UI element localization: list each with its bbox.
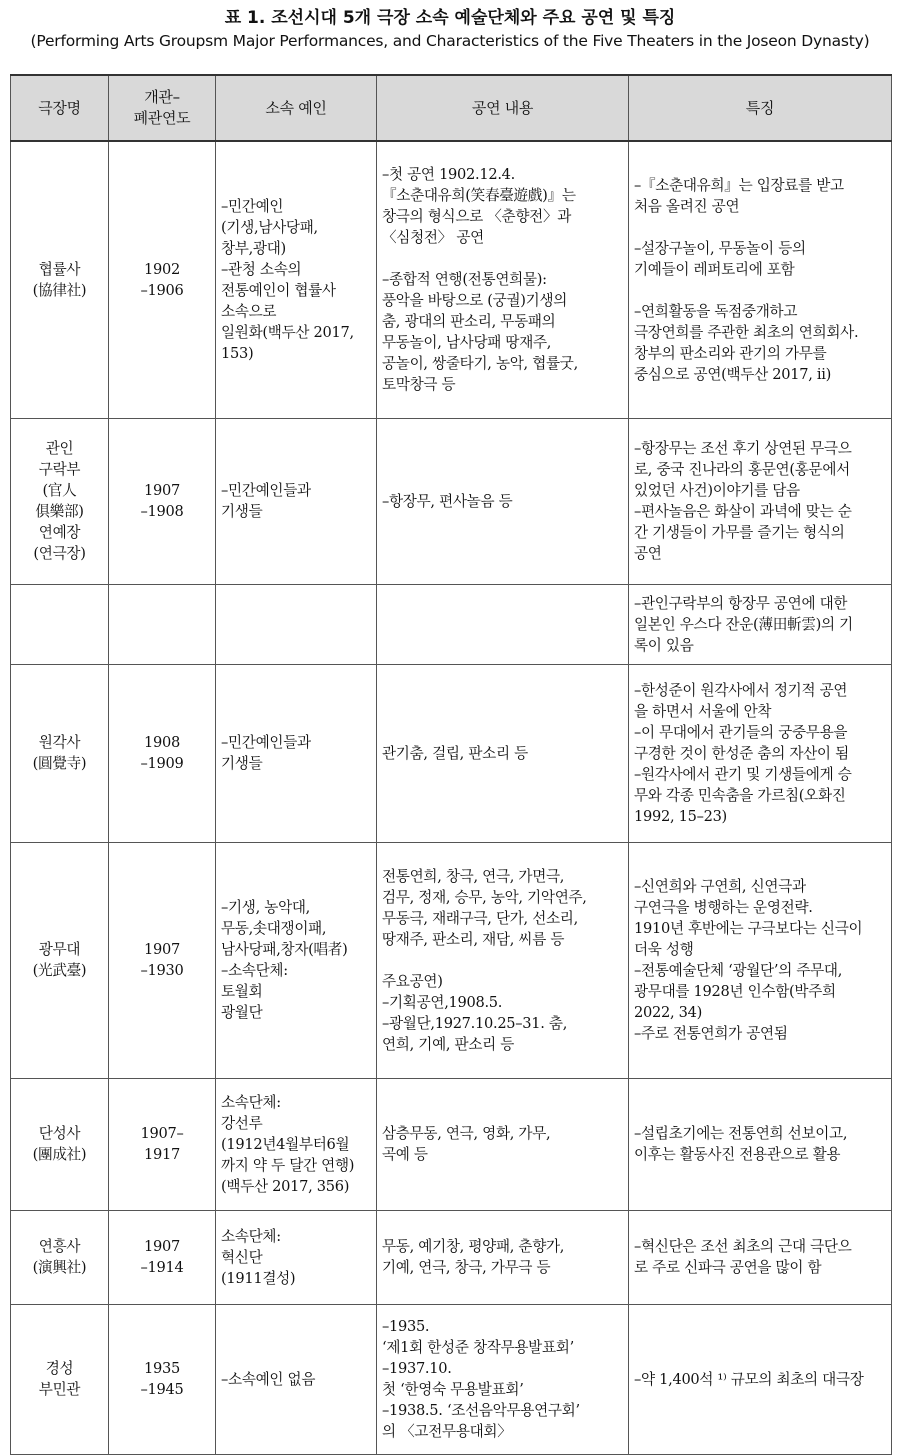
cell-artists: –민간예인들과 기생들 — [216, 418, 377, 584]
cell-features: –설립초기에는 전통연희 선보이고, 이후는 활동사진 전용관으로 활용 — [629, 1078, 892, 1210]
cell-performances: –1935. ‘제1회 한성준 창작무용발표회’ –1937.10. 첫 ‘한영숙 무용발표회’ –1938.5. ‘조선음악무용연구회’ 의 〈고전무용대회〉 — [377, 1304, 629, 1454]
cell-artists: –민간예인 (기생,남사당패, 창부,광대) –관청 소속의 전통예인이 협률사 소속으로 일원화(백두산 2017, 153) — [216, 141, 377, 418]
cell-artists: 소속단체: 혁신단 (1911결성) — [216, 1210, 377, 1304]
table-row — [11, 1304, 892, 1454]
table-row — [11, 664, 892, 842]
header-features: 특징 — [629, 75, 892, 141]
table-title: 표 1. 조선시대 5개 극장 소속 예술단체와 주요 공연 및 특징 — [224, 8, 676, 28]
cell-years: 1935 –1945 — [109, 1304, 216, 1454]
cell-theater-name: 협률사 (協律社) — [11, 141, 109, 418]
table-row — [11, 1210, 892, 1304]
cell-features: –약 1,400석 ¹⁾ 규모의 최초의 대극장 — [629, 1304, 892, 1454]
table-row — [11, 141, 892, 418]
cell-theater-name: 관인 구락부 (官人 俱樂部) 연예장 (연극장) — [11, 418, 109, 584]
cell-theater-name: 단성사 (團成社) — [11, 1078, 109, 1210]
cell-theater-name: 연흥사 (演興社) — [11, 1210, 109, 1304]
header-artists: 소속 예인 — [216, 75, 377, 141]
theaters-table — [10, 74, 892, 1455]
cell-performances: 삼층무동, 연극, 영화, 가무, 곡예 등 — [377, 1078, 629, 1210]
table-row — [11, 1078, 892, 1210]
cell-theater-name: 경성 부민관 — [11, 1304, 109, 1454]
table-row — [11, 842, 892, 1078]
cell-features: –관인구락부의 항장무 공연에 대한 일본인 우스다 잔운(薄田斬雲)의 기 록이 있음 — [629, 584, 892, 664]
table-row — [11, 584, 892, 664]
cell-performances: –항장무, 편사놀음 등 — [377, 418, 629, 584]
table-subtitle: (Performing Arts Groupsm Major Performances, and Characteristics of the Five Theaters in the Joseon Dynasty) — [30, 32, 870, 50]
cell-years: 1907– 1917 — [109, 1078, 216, 1210]
cell-performances: 무동, 예기창, 평양패, 춘향가, 기예, 연극, 창극, 가무극 등 — [377, 1210, 629, 1304]
cell-features: –한성준이 원각사에서 정기적 공연 을 하면서 서울에 안착 –이 무대에서 관기들의 궁중무용을 구경한 것이 한성준 춤의 자산이 됨 –원각사에서 관기 및 기생들에게 승 무와 각종 민속춤을 가르침(오화진 1992, 15–23) — [629, 664, 892, 842]
cell-features: –항장무는 조선 후기 상연된 무극으 로, 중국 진나라의 홍문연(홍문에서 있었던 사건)이야기를 담음 –편사놀음은 화살이 과녁에 맞는 순 간 기생들이 가무를 즐기는 형식의 공연 — [629, 418, 892, 584]
cell-artists: –기생, 농악대, 무동,솟대쟁이패, 남사당패,창자(唱者) –소속단체: 토월회 광월단 — [216, 842, 377, 1078]
header-years: 개관– 폐관연도 — [109, 75, 216, 141]
cell-years: 1907 –1908 — [109, 418, 216, 584]
cell-performances — [377, 584, 629, 664]
table-caption — [0, 0, 900, 52]
cell-performances: 전통연희, 창극, 연극, 가면극, 검무, 정재, 승무, 농악, 기악연주, 무동극, 재래구극, 단가, 선소리, 땅재주, 판소리, 재담, 씨름 등 주요공연) –기획공연,1908.5. –광월단,1927.10.25–31. 춤, 연희, 기예, 판소리 등 — [377, 842, 629, 1078]
table-row — [11, 418, 892, 584]
cell-theater-name: 광무대 (光武臺) — [11, 842, 109, 1078]
cell-theater-name — [11, 584, 109, 664]
header-performances: 공연 내용 — [377, 75, 629, 141]
cell-performances: –첫 공연 1902.12.4. 『소춘대유희(笑春臺遊戲)』는 창극의 형식으로 〈춘향전〉과 〈심청전〉 공연 –종합적 연행(전통연희물): 풍악을 바탕으로 (궁궐)기생의 춤, 광대의 판소리, 무동패의 무동놀이, 남사당패 땅재주, 공놀이, 쌍줄타기, 농악, 협률굿, 토막창극 등 — [377, 141, 629, 418]
cell-artists: –민간예인들과 기생들 — [216, 664, 377, 842]
cell-artists: –소속예인 없음 — [216, 1304, 377, 1454]
header-row — [11, 75, 892, 141]
cell-years: 1907 –1914 — [109, 1210, 216, 1304]
header-theater-name: 극장명 — [11, 75, 109, 141]
cell-artists: 소속단체: 강선루 (1912년4월부터6월 까지 약 두 달간 연행) (백두산 2017, 356) — [216, 1078, 377, 1210]
cell-performances: 관기춤, 걸립, 판소리 등 — [377, 664, 629, 842]
cell-artists — [216, 584, 377, 664]
cell-features: –『소춘대유희』는 입장료를 받고 처음 올려진 공연 –설장구놀이, 무동놀이 등의 기예들이 레퍼토리에 포함 –연희활동을 독점중개하고 극장연희를 주관한 최초의 연희회사. 창부의 판소리와 관기의 가무를 중심으로 공연(백두산 2017, ii) — [629, 141, 892, 418]
cell-theater-name: 원각사 (圓覺寺) — [11, 664, 109, 842]
cell-years: 1907 –1930 — [109, 842, 216, 1078]
cell-years — [109, 584, 216, 664]
cell-years: 1908 –1909 — [109, 664, 216, 842]
cell-years: 1902 –1906 — [109, 141, 216, 418]
cell-features: –혁신단은 조선 최초의 근대 극단으 로 주로 신파극 공연을 많이 함 — [629, 1210, 892, 1304]
cell-features: –신연희와 구연희, 신연극과 구연극을 병행하는 운영전략. 1910년 후반에는 구극보다는 신극이 더욱 성행 –전통예술단체 ‘광월단’의 주무대, 광무대를 1928년 인수함(박주희 2022, 34) –주로 전통연희가 공연됨 — [629, 842, 892, 1078]
